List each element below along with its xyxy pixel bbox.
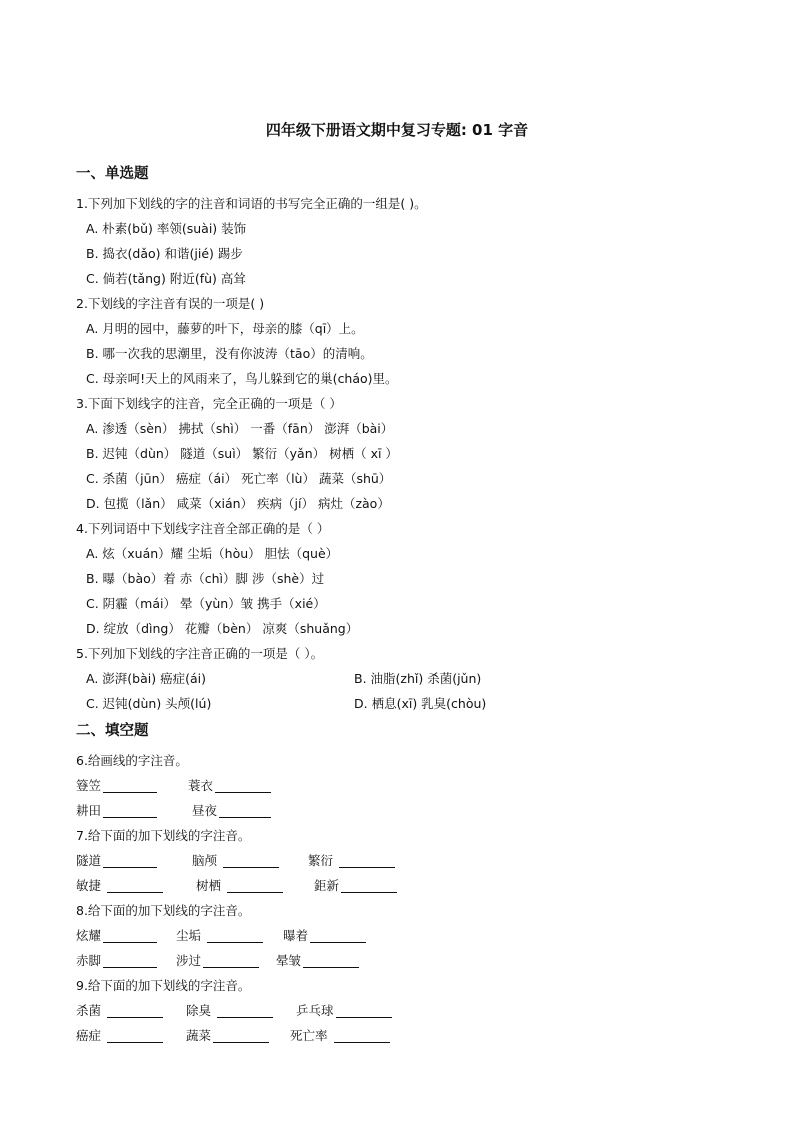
answer-blank[interactable] — [213, 1028, 269, 1043]
question-5-option-a: A. 澎湃(bài) 癌症(ái) — [86, 671, 206, 686]
question-7-item: 隧道 — [76, 852, 157, 870]
question-4-option-c: C. 阴霾（mái） 晕（yùn）皱 携手（xié） — [86, 596, 326, 611]
answer-blank[interactable] — [107, 1028, 163, 1043]
question-9-item: 死亡率 — [290, 1027, 390, 1045]
answer-blank[interactable] — [103, 803, 157, 818]
question-5-stem: 5.下列加下划线的字注音正确的一项是（ ）。 — [76, 646, 324, 661]
question-9-item: 癌症 — [76, 1027, 163, 1045]
question-3-option-a: A. 渗透（sèn） 拂拭（shì） 一番（fān） 澎湃（bài） — [86, 421, 394, 436]
answer-blank[interactable] — [339, 853, 395, 868]
question-7-item: 繁衍 — [308, 852, 395, 870]
answer-blank[interactable] — [103, 778, 157, 793]
question-5-option-c: C. 迟钝(dùn) 头颅(lú) — [86, 696, 212, 711]
question-8-item: 炫耀 — [76, 927, 157, 945]
question-6-item: 昼夜 — [192, 802, 271, 820]
answer-blank[interactable] — [310, 928, 366, 943]
question-2-option-c: C. 母亲呵!天上的风雨来了，鸟儿躲到它的巢(cháo)里。 — [86, 371, 398, 386]
question-7-item: 树栖 — [196, 877, 283, 895]
question-3-option-c: C. 杀菌（jūn） 癌症（ái） 死亡率（lù） 蔬菜（shū） — [86, 471, 392, 486]
question-8-item: 曝着 — [283, 927, 366, 945]
page-title: 四年级下册语文期中复习专题: 01 字音 — [265, 121, 529, 139]
question-4-option-a: A. 炫（xuán）耀 尘垢（hòu） 胆怯（què） — [86, 546, 339, 561]
question-3-stem: 3.下面下划线字的注音，完全正确的一项是（ ） — [76, 396, 342, 411]
question-6-item: 耕田 — [76, 802, 157, 820]
answer-blank[interactable] — [227, 878, 283, 893]
question-7-stem: 7.给下面的加下划线的字注音。 — [76, 828, 251, 843]
question-1-option-a: A. 朴素(bǔ) 率领(suài) 装饰 — [86, 221, 247, 236]
question-4-stem: 4.下列词语中下划线字注音全部正确的是（ ） — [76, 521, 330, 536]
question-3-option-b: B. 迟钝（dùn） 隧道（suì） 繁衍（yǎn） 树栖（ xī ） — [86, 446, 398, 461]
answer-blank[interactable] — [203, 953, 259, 968]
question-2-option-a: A. 月明的园中，藤萝的叶下，母亲的膝（qī）上。 — [86, 321, 364, 336]
answer-blank[interactable] — [103, 853, 157, 868]
question-6-item: 蓑衣 — [188, 777, 271, 795]
question-1-stem: 1.下列加下划线的字的注音和词语的书写完全正确的一组是( )。 — [76, 196, 427, 211]
answer-blank[interactable] — [207, 928, 263, 943]
question-5-option-b: B. 油脂(zhǐ) 杀菌(jǔn) — [354, 671, 482, 686]
question-8-stem: 8.给下面的加下划线的字注音。 — [76, 903, 251, 918]
answer-blank[interactable] — [336, 1003, 392, 1018]
question-7-item: 敏捷 — [76, 877, 163, 895]
question-9-item: 乒乓球 — [296, 1002, 392, 1020]
question-1-option-c: C. 倘若(tǎng) 附近(fù) 高耸 — [86, 271, 246, 286]
question-2-option-b: B. 哪一次我的思潮里，没有你波涛（tāo）的清响。 — [86, 346, 373, 361]
question-8-item: 涉过 — [176, 952, 259, 970]
answer-blank[interactable] — [103, 928, 157, 943]
answer-blank[interactable] — [219, 803, 271, 818]
question-9-item: 除臭 — [186, 1002, 273, 1020]
answer-blank[interactable] — [341, 878, 397, 893]
question-7-item: 脑颅 — [192, 852, 279, 870]
answer-blank[interactable] — [334, 1028, 390, 1043]
question-7-item: 鉅新 — [314, 877, 397, 895]
answer-blank[interactable] — [215, 778, 271, 793]
question-3-option-d: D. 包揽（lǎn） 咸菜（xián） 疾病（jí） 病灶（zào） — [86, 496, 390, 511]
question-9-item: 蔬菜 — [186, 1027, 269, 1045]
question-9-stem: 9.给下面的加下划线的字注音。 — [76, 978, 251, 993]
answer-blank[interactable] — [103, 953, 157, 968]
question-5-option-d: D. 栖息(xī) 乳臭(chòu) — [354, 696, 487, 711]
answer-blank[interactable] — [107, 1003, 163, 1018]
question-4-option-d: D. 绽放（dìng） 花瓣（bèn） 凉爽（shuǎng） — [86, 621, 359, 636]
question-8-item: 尘垢 — [176, 927, 263, 945]
question-6-item: 簦笠 — [76, 777, 157, 795]
answer-blank[interactable] — [223, 853, 279, 868]
question-8-item: 赤脚 — [76, 952, 157, 970]
answer-blank[interactable] — [107, 878, 163, 893]
question-4-option-b: B. 曝（bào）着 赤（chì）脚 涉（shè）过 — [86, 571, 325, 586]
question-6-stem: 6.给画线的字注音。 — [76, 753, 188, 768]
question-2-stem: 2.下划线的字注音有误的一项是( ) — [76, 296, 265, 311]
question-1-option-b: B. 捣衣(dǎo) 和谐(jié) 踢步 — [86, 246, 243, 261]
section-heading-choice: 一、单选题 — [76, 166, 149, 182]
answer-blank[interactable] — [217, 1003, 273, 1018]
question-8-item: 晕皱 — [276, 952, 359, 970]
section-heading-fill: 二、填空题 — [76, 723, 149, 739]
answer-blank[interactable] — [303, 953, 359, 968]
question-9-item: 杀菌 — [76, 1002, 163, 1020]
